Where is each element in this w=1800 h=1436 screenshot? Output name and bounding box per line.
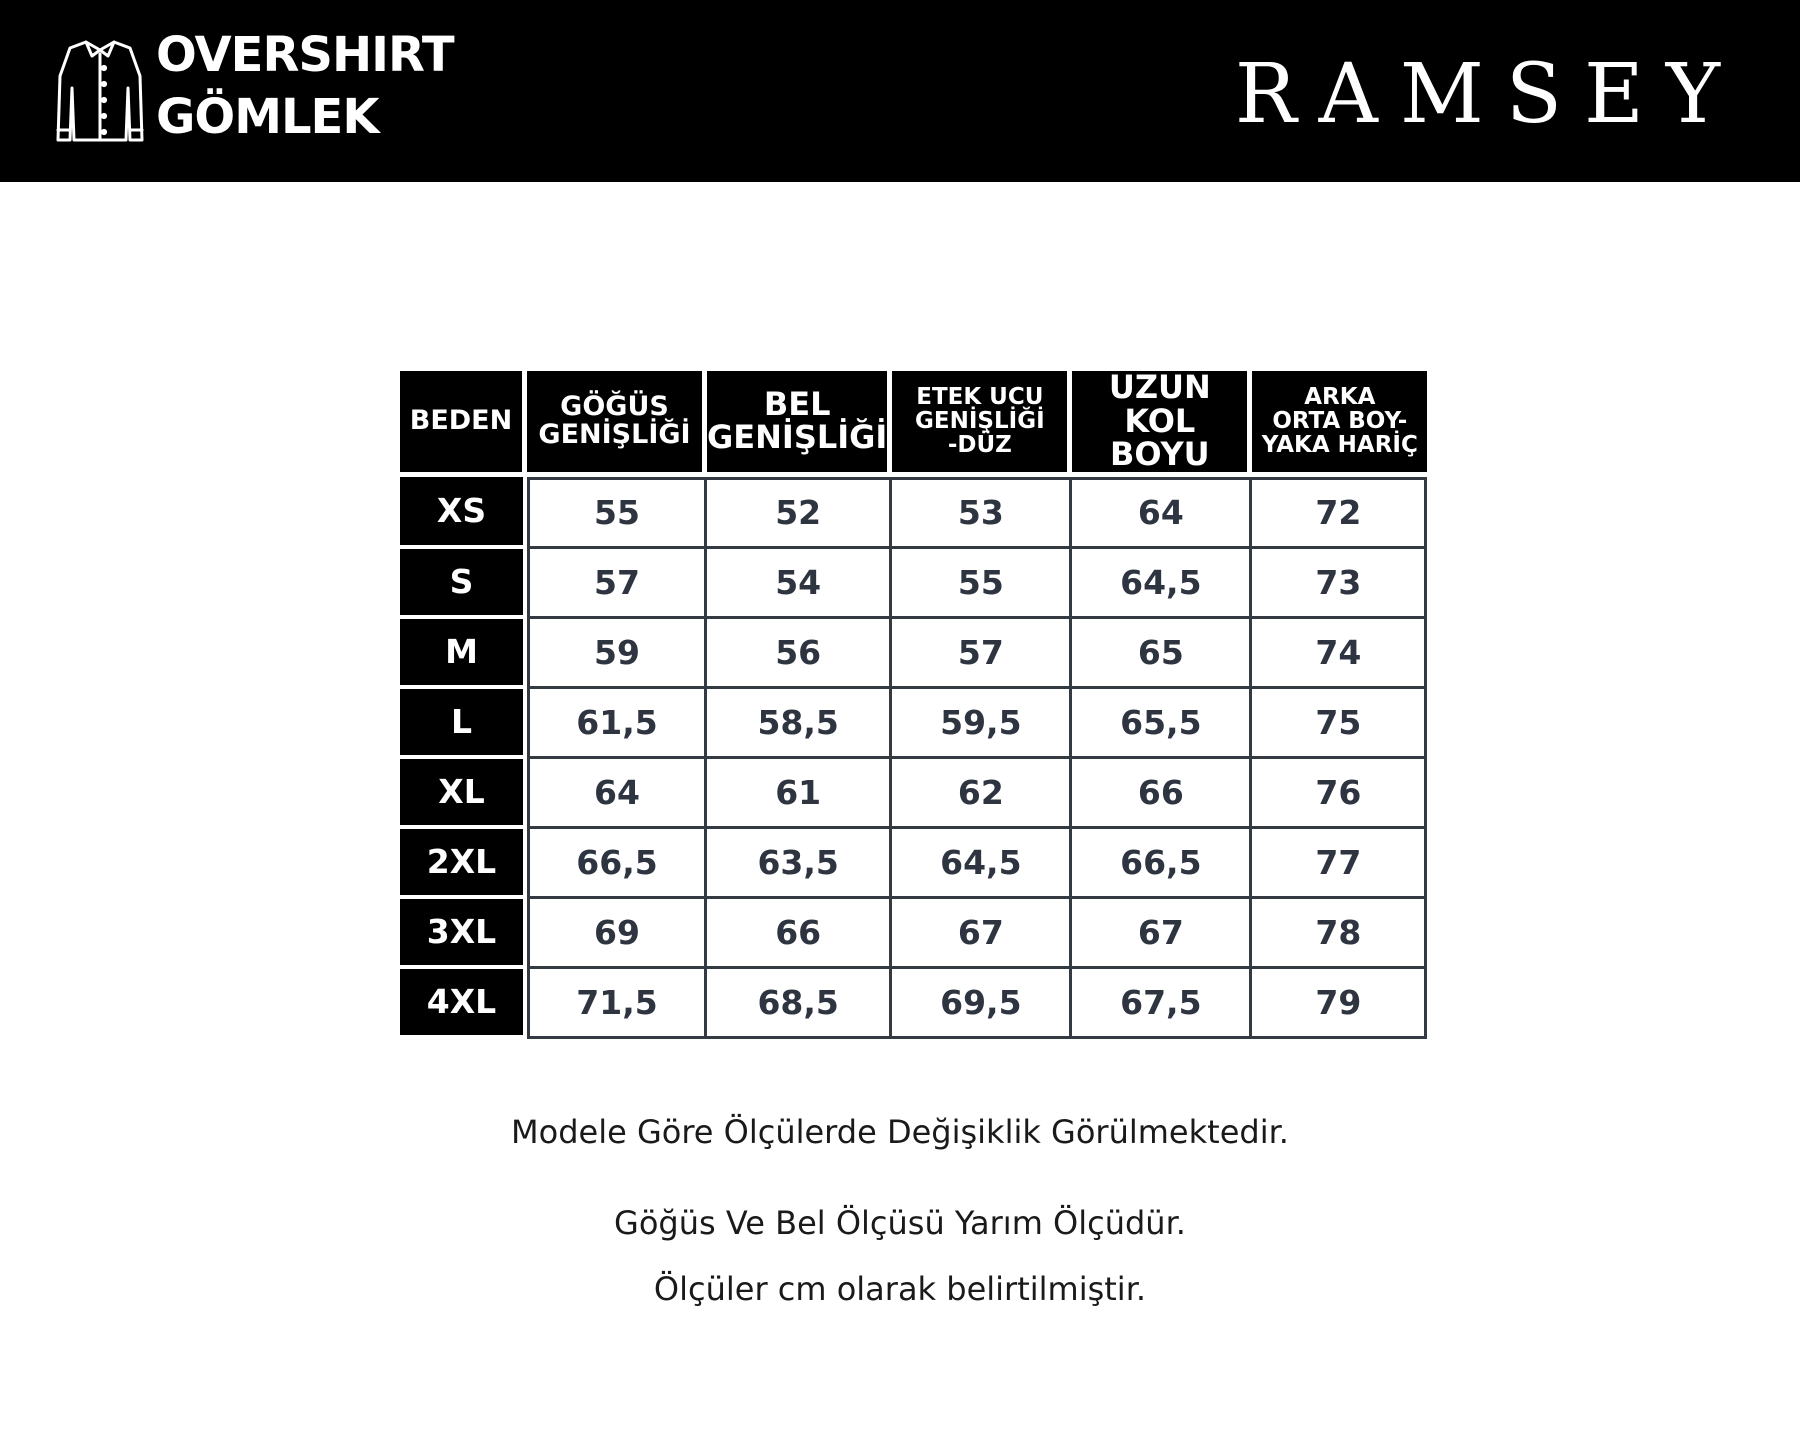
row-size: M [400,619,527,689]
header-waist: BEL GENİŞLİĞİ [707,371,892,477]
table-row [400,969,1427,1039]
cell-hem: 53 [892,477,1072,549]
cell-chest: 57 [527,549,707,619]
note-half-measure: Göğüs Ve Bel Ölçüsü Yarım Ölçüdür. [614,1204,1186,1242]
cell-back-length: 78 [1252,899,1427,969]
cell-waist: 61 [707,759,892,829]
cell-hem: 57 [892,619,1072,689]
cell-sleeve: 67 [1072,899,1252,969]
header-size: BEDEN [400,371,527,477]
cell-chest: 55 [527,477,707,549]
row-size: 2XL [400,829,527,899]
shirt-icon [56,36,144,144]
cell-hem: 59,5 [892,689,1072,759]
row-size: S [400,549,527,619]
cell-sleeve: 64,5 [1072,549,1252,619]
cell-back-length: 79 [1252,969,1427,1039]
cell-waist: 52 [707,477,892,549]
cell-waist: 54 [707,549,892,619]
cell-sleeve: 66 [1072,759,1252,829]
row-size: L [400,689,527,759]
cell-sleeve: 65 [1072,619,1252,689]
cell-hem: 62 [892,759,1072,829]
cell-back-length: 76 [1252,759,1427,829]
cell-waist: 68,5 [707,969,892,1039]
cell-chest: 59 [527,619,707,689]
cell-hem: 69,5 [892,969,1072,1039]
row-size: XL [400,759,527,829]
header-hem: ETEK UCU GENİŞLİĞİ -DÜZ [892,371,1072,477]
title-line-2: GÖMLEK [156,89,379,145]
cell-sleeve: 66,5 [1072,829,1252,899]
cell-waist: 56 [707,619,892,689]
cell-hem: 55 [892,549,1072,619]
row-size: 3XL [400,899,527,969]
size-table [400,368,1427,1039]
table-row [400,899,1427,969]
cell-waist: 66 [707,899,892,969]
cell-chest: 66,5 [527,829,707,899]
row-size: 4XL [400,969,527,1039]
header-sleeve: UZUN KOL BOYU [1072,371,1252,477]
cell-chest: 71,5 [527,969,707,1039]
table-row [400,619,1427,689]
cell-back-length: 72 [1252,477,1427,549]
cell-hem: 67 [892,899,1072,969]
cell-back-length: 77 [1252,829,1427,899]
header-chest: GÖĞÜS GENİŞLİĞİ [527,371,707,477]
table-row [400,829,1427,899]
cell-back-length: 73 [1252,549,1427,619]
cell-sleeve: 65,5 [1072,689,1252,759]
table-row [400,477,1427,549]
cell-chest: 64 [527,759,707,829]
header-back-length: ARKA ORTA BOY- YAKA HARİÇ [1252,371,1427,477]
header-bar [0,0,1800,182]
title-line-1: OVERSHIRT [156,27,454,83]
cell-sleeve: 67,5 [1072,969,1252,1039]
cell-chest: 61,5 [527,689,707,759]
row-size: XS [400,477,527,549]
cell-back-length: 75 [1252,689,1427,759]
cell-waist: 63,5 [707,829,892,899]
note-units: Ölçüler cm olarak belirtilmiştir. [653,1270,1147,1308]
cell-chest: 69 [527,899,707,969]
cell-back-length: 74 [1252,619,1427,689]
note-variation: Modele Göre Ölçülerde Değişiklik Görülmektedir. [511,1113,1289,1151]
cell-hem: 64,5 [892,829,1072,899]
cell-waist: 58,5 [707,689,892,759]
product-title [156,24,454,148]
table-row [400,689,1427,759]
table-row [400,759,1427,829]
cell-sleeve: 64 [1072,477,1252,549]
table-row [400,549,1427,619]
brand-logo: RAMSEY [1234,47,1742,142]
